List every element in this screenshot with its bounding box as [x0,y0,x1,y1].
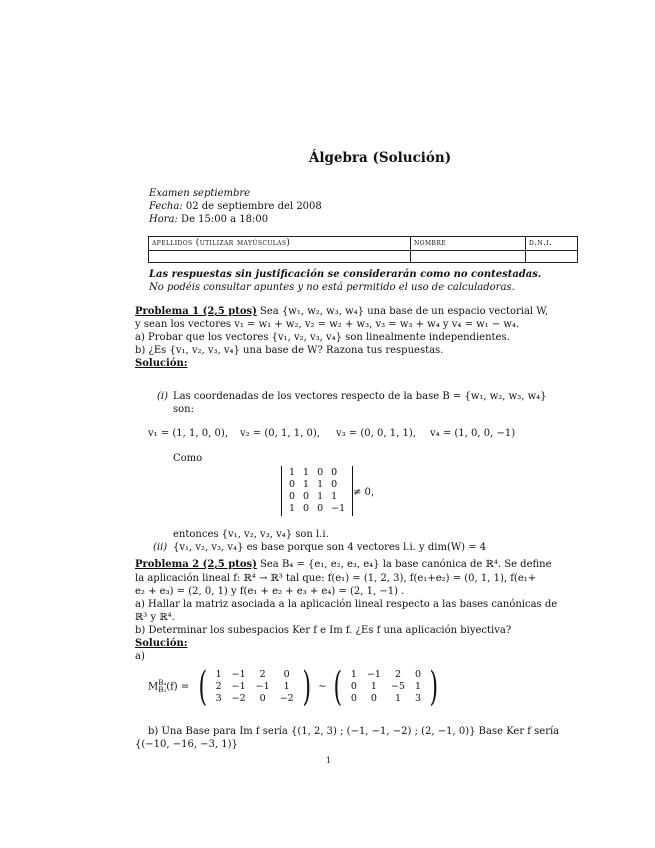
problem2-solution-heading: Solución: [135,638,188,649]
problem2-text1: Sea B₄ = {e₁, e₂, e₃, e₄} la base canónica de ℝ⁴. Se define [256,559,552,570]
item-ii-label: (ii) [153,542,168,553]
problem2-line6: b) Determinar los subespacios Ker f e Im f. ¿Es f una aplicación biyectiva? [135,625,512,636]
notice-bold: Las respuestas sin justificación se considerarán como no contestadas. [149,269,542,280]
m2-cell: −1 [366,669,381,680]
date-label: Fecha: [149,201,183,212]
determinant [281,466,353,516]
m1-cell: 2 [259,669,266,680]
m1-cell: 0 [259,693,266,704]
det-cell: 1 [317,479,324,490]
problem1-solution-heading: Solución: [135,358,188,369]
vector-v2: v₂ = (0, 1, 1, 0), [240,428,320,439]
matrix-label-m: M [148,681,159,693]
part-b-line1: b) Una Base para Im f sería {(1, 2, 3) ; (−1, −1, −2) ; (2, −1, 0)} Base Ker f sería [148,726,560,737]
matrix-label-sub: B₃ [158,686,167,694]
m1-cell: 3 [215,693,222,704]
problem2-label: Problema 2 (2,5 ptos) [135,559,257,570]
det-cell: 0 [317,467,324,478]
name-header: nombre [411,237,526,251]
matrix-label-sup: B₄ [158,679,167,687]
m2-cell: 3 [414,693,422,704]
det-cell: 1 [303,467,310,478]
m1-cell: −2 [279,693,294,704]
vector-v1: v₁ = (1, 1, 0, 0), [148,428,228,439]
det-cell: 0 [303,491,310,502]
m1-cell: −1 [231,681,246,692]
exam-date-line [149,201,322,214]
part-a-label: a) [135,651,145,662]
item-ii-text: {v₁, v₂, v₃, v₄} es base porque son 4 vectores l.i. y dim(W) = 4 [173,542,487,553]
time-label: Hora: [149,214,178,225]
matrix-label-rest: (f) = [166,681,190,693]
det-cell: 0 [331,467,338,478]
problem1-label: Problema 1 (2,5 ptos) [135,306,257,317]
exam-time-line [149,214,268,227]
problem1-line1 [135,306,548,319]
m2-cell: 1 [414,681,422,692]
problem2-line1 [135,559,552,572]
m1-cell: 0 [283,669,290,680]
problem2-line5: ℝ³ y ℝ⁴. [135,612,175,623]
m1-cell: 1 [215,669,222,680]
right-paren: ) [429,664,439,710]
m1-cell: −1 [255,681,270,692]
m2-cell: 0 [414,669,422,680]
item-i-text2: son: [173,404,194,415]
como-text: Como [173,453,203,464]
vector-v3: v₃ = (0, 0, 1, 1), [336,428,416,439]
det-cell: 0 [317,503,324,514]
neq-zero: ≠ 0, [353,487,375,498]
m2-cell: 0 [350,681,357,692]
sim-sign: ∼ [318,680,327,692]
exam-time: De 15:00 a 18:00 [181,214,269,225]
det-cell: 1 [289,503,296,514]
m2-cell: 1 [370,681,377,692]
det-cell: 0 [289,491,296,502]
problem1-text1: Sea {w₁, w₂, w₃, w₄} una base de un espacio vectorial W, [256,306,549,317]
problem1-line3: a) Probar que los vectores {v₁, v₂, v₃, v₄} son linealmente independientes. [135,332,510,343]
determinant-bars [281,466,353,516]
item-i-text1: Las coordenadas de los vectores respecto de la base B = {w₁, w₂, w₃, w₄} [173,391,547,402]
page-number: 1 [326,756,332,765]
part-b-line2: {(−10, −16, −3, 1)} [135,739,238,750]
m2-cell: 1 [350,669,357,680]
name-field[interactable] [411,250,526,262]
m2-cell: 0 [350,693,357,704]
m2-cell: 0 [370,693,377,704]
m1-cell: 2 [215,681,222,692]
matrix-1 [195,664,442,710]
problem2-line2: la aplicación lineal f: ℝ⁴ → ℝ³ tal que: f(e₁) = (1, 2, 3), f(e₁+e₂) = (0, 1, 1), f(e₁+ [135,573,537,584]
problem2-line3: e₂ + e₃) = (2, 0, 1) y f(e₁ + e₂ + e₃ + e₄) = (2, 1, −1) . [135,586,405,597]
dni-header: d.n.i. [526,237,578,251]
notice-italic: No podéis consultar apuntes y no está permitido el uso de calculadoras. [149,282,515,293]
exam-date: 02 de septiembre del 2008 [185,201,322,212]
left-paren: ( [333,664,343,710]
entonces-text: entonces {v₁, v₂, v₃, v₄} son l.i. [173,529,329,540]
det-cell: 1 [317,491,324,502]
det-cell: 0 [303,503,310,514]
m1-cell: −2 [231,693,246,704]
m1-cell: −1 [231,669,246,680]
vector-v4: v₄ = (1, 0, 0, −1) [430,428,516,439]
det-cell: 0 [289,479,296,490]
m1-cell: 1 [283,681,290,692]
det-cell: 1 [331,491,338,502]
det-cell: 1 [289,467,296,478]
m2-cell: 1 [394,693,401,704]
item-i-label: (i) [157,391,169,402]
det-cell: 1 [303,479,310,490]
m2-cell: 2 [394,669,401,680]
student-id-table [148,236,578,263]
exam-name: Examen septiembre [149,188,251,199]
problem1-line4: b) ¿Es {v₁, v₂, v₃, v₄} una base de W? Razona tus respuestas. [135,345,444,356]
m2-cell: −5 [390,681,405,692]
right-paren: ) [302,664,311,710]
surname-field[interactable] [149,250,411,262]
left-paren: ( [198,664,208,710]
dni-field[interactable] [526,250,578,262]
problem1-line2: y sean los vectores v₁ = w₁ + w₂, v₂ = w₂ + w₃, v₃ = w₃ + w₄ y v₄ = w₁ − w₄. [135,319,520,330]
det-cell: −1 [331,503,346,514]
matrix-label [148,680,189,694]
page-title: Álgebra (Solución) [308,150,452,166]
det-cell: 0 [331,479,338,490]
problem2-line4: a) Hallar la matriz asociada a la aplicación lineal respecto a las bases canónicas de [135,599,558,610]
surname-header: apellidos (utilizar mayúsculas) [149,237,411,251]
